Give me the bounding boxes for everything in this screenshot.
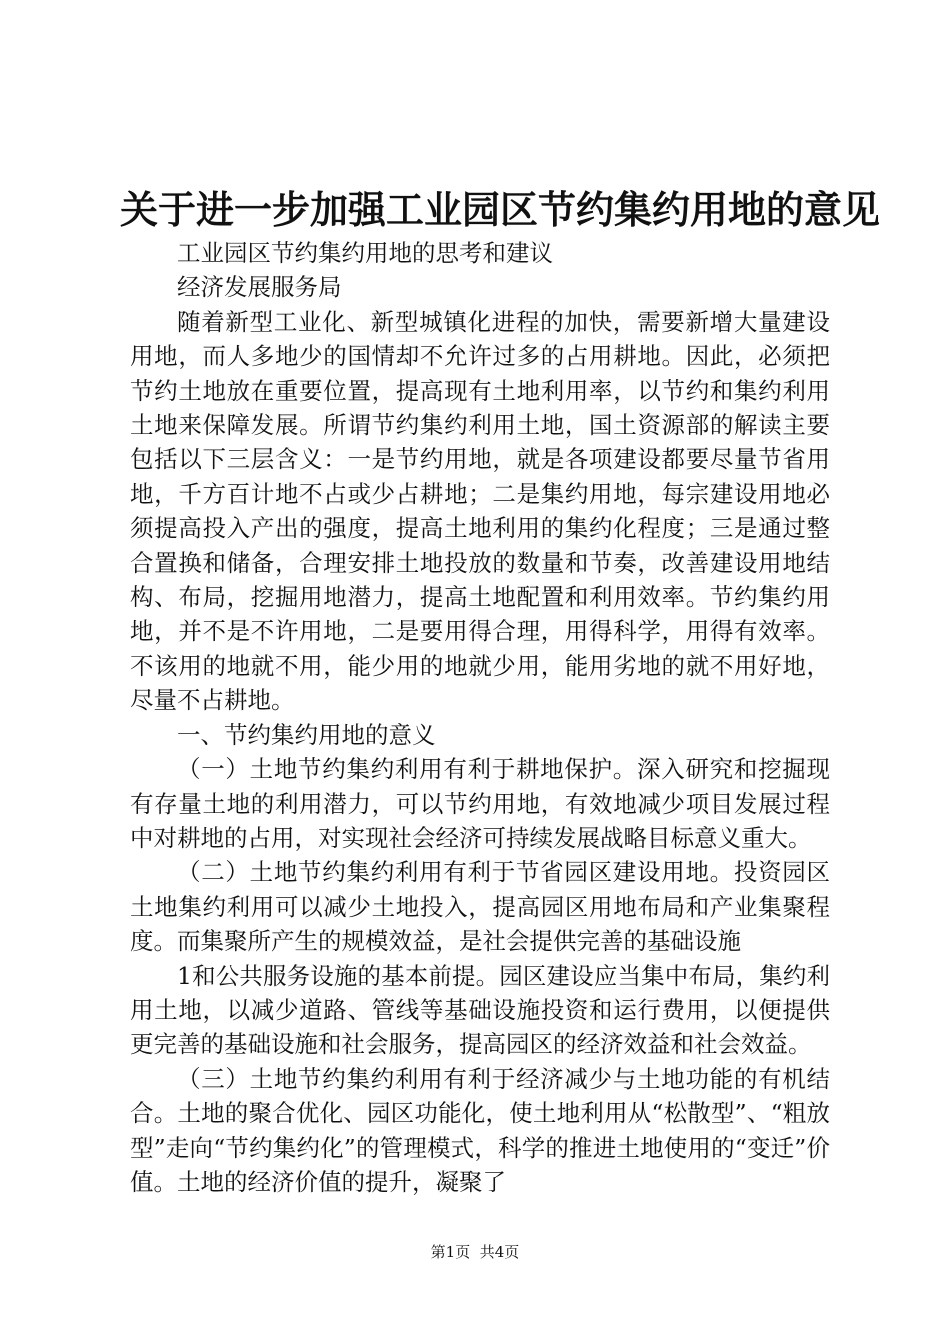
department-paragraph: 经济发展服务局 [177,273,342,302]
document-body [130,236,830,1199]
section-heading: 一、节约集约用地的意义 [177,720,436,749]
point-two-paragraph: （二）土地节约集约利用有利于节省园区建设用地。投资园区土地集约利用可以减少土地投入，提高园区用地布局和产业集聚程度。而集聚所产生的规模效益，是社会提供完善的基础设施 [130,858,830,956]
intro-paragraph: 随着新型工业化、新型城镇化进程的加快，需要新增大量建设用地，而人多地少的国情却不允许过多的占用耕地。因此，必须把节约土地放在重要位置，提高现有土地利用率，以节约和集约利用土地来保障发展。所谓节约集约利用土地，国土资源部的解读主要包括以下三层含义：一是节约用地，就是各项建设都要尽量节省用地，千方百计地不占或少占耕地；二是集约用地，每宗建设用地必须提高投入产出的强度，提高土地利用的集约化程度；三是通过整合置换和储备，合理安排土地投放的数量和节奏，改善建设用地结构、布局，挖掘用地潜力，提高土地配置和利用效率。节约集约用地，并不是不许用地，二是要用得合理，用得科学，用得有效率。不该用的地就不用，能少用的地就少用，能用劣地的就不用好地，尽量不占耕地。 [130,307,830,715]
document-title: 关于进一步加强工业园区节约集约用地的意见 [120,187,881,232]
point-one-paragraph: （一）土地节约集约利用有利于耕地保护。深入研究和挖掘现有存量土地的利用潜力，可以节约用地，有效地减少项目发展过程中对耕地的占用，对实现社会经济可持续发展战略目标意义重大。 [130,755,830,852]
subtitle-paragraph: 工业园区节约集约用地的思考和建议 [177,239,553,267]
point-three-paragraph: （三）土地节约集约利用有利于经济减少与土地功能的有机结合。土地的聚合优化、园区功能化，使土地利用从“松散型”、“粗放型”走向“节约集约化”的管理模式，科学的推进土地使用的“变迁”价值。土地的经济价值的提升，凝聚了 [130,1064,830,1196]
continuation-paragraph: 1和公共服务设施的基本前提。园区建设应当集中布局，集约利用土地，以减少道路、管线等基础设施投资和运行费用，以便提供更完善的基础设施和社会服务，提高园区的经济效益和社会效益。 [130,961,830,1059]
page-number: 第1页 [430,1243,471,1261]
page-footer [0,1242,950,1262]
page-total: 共4页 [479,1243,520,1261]
